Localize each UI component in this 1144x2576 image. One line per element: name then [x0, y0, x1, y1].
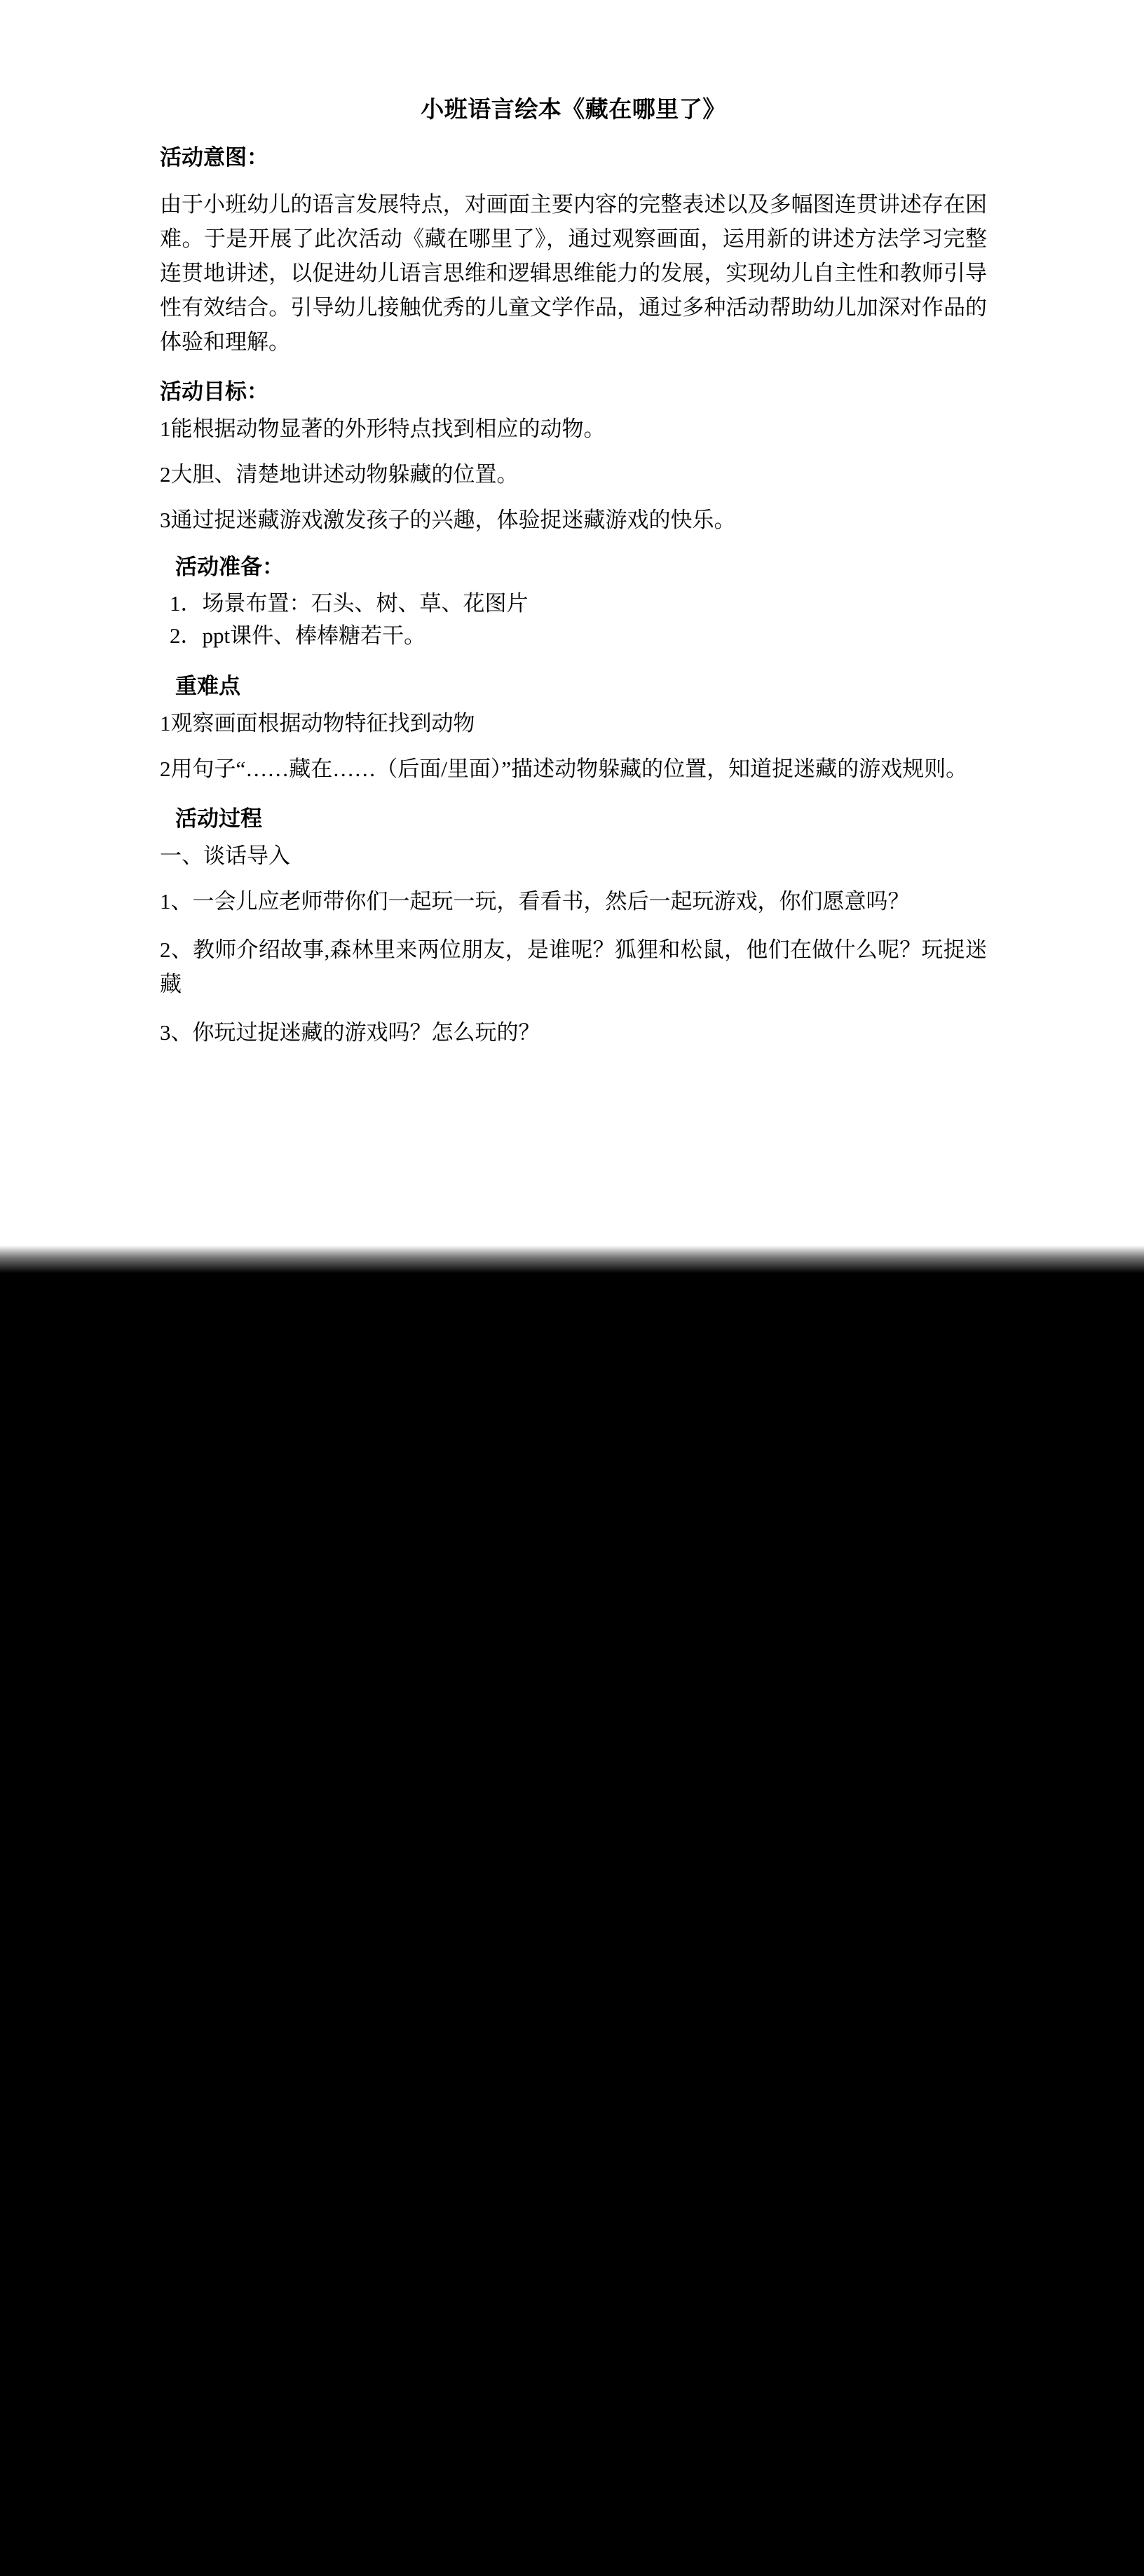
preparation-item-1: 1．场景布置：石头、树、草、花图片 — [170, 590, 529, 616]
section-heading-goals: 活动目标： — [160, 379, 268, 404]
keypoint-item-2: 2用句子“……藏在……（后面/里面）”描述动物躲藏的位置，知道捉迷藏的游戏规则。 — [160, 756, 968, 781]
section-heading-preparation: 活动准备： — [175, 554, 284, 579]
goal-item-1: 1能根据动物显著的外形特点找到相应的动物。 — [160, 416, 606, 441]
goal-item-3: 3通过捉迷藏游戏激发孩子的兴趣，体验捉迷藏游戏的快乐。 — [160, 507, 736, 532]
blank-area-below-page — [0, 1273, 1144, 2576]
page-fade-overlay — [0, 1245, 1144, 1273]
document-page — [0, 0, 1144, 1273]
process-item-3: 3、你玩过捉迷藏的游戏吗？怎么玩的？ — [160, 1019, 540, 1045]
keypoint-item-1: 1观察画面根据动物特征找到动物 — [160, 710, 475, 735]
section-heading-intent: 活动意图： — [160, 145, 268, 170]
document-body — [160, 91, 987, 1064]
section-paragraph-intent: 由于小班幼儿的语言发展特点，对画面主要内容的完整表述以及多幅图连贯讲述存在困难。于是开展了此次活动《藏在哪里了》，通过观察画面，运用新的讲述方法学习完整连贯地讲述，以促进幼儿语言思维和逻辑思维能力的发展，实现幼儿自主性和教师引导性有效结合。引导幼儿接触优秀的儿童文学作品，通过多种活动帮助幼儿加深对作品的体验和理解。 — [160, 192, 987, 354]
preparation-list — [160, 588, 987, 653]
goal-item-2: 2大胆、清楚地讲述动物躲藏的位置。 — [160, 461, 519, 487]
preparation-item-2: 2．ppt课件、棒棒糖若干。 — [170, 623, 426, 649]
page-title: 小班语言绘本《藏在哪里了》 — [421, 97, 726, 123]
section-heading-process: 活动过程 — [175, 806, 262, 831]
section-heading-keypoints: 重难点 — [175, 673, 240, 698]
process-subheading: 一、谈话导入 — [160, 843, 290, 868]
process-item-1: 1、一会儿应老师带你们一起玩一玩，看看书，然后一起玩游戏，你们愿意吗？ — [160, 888, 910, 914]
process-item-2: 2、教师介绍故事,森林里来两位朋友，是谁呢？狐狸和松鼠，他们在做什么呢？玩捉迷藏 — [160, 937, 987, 996]
